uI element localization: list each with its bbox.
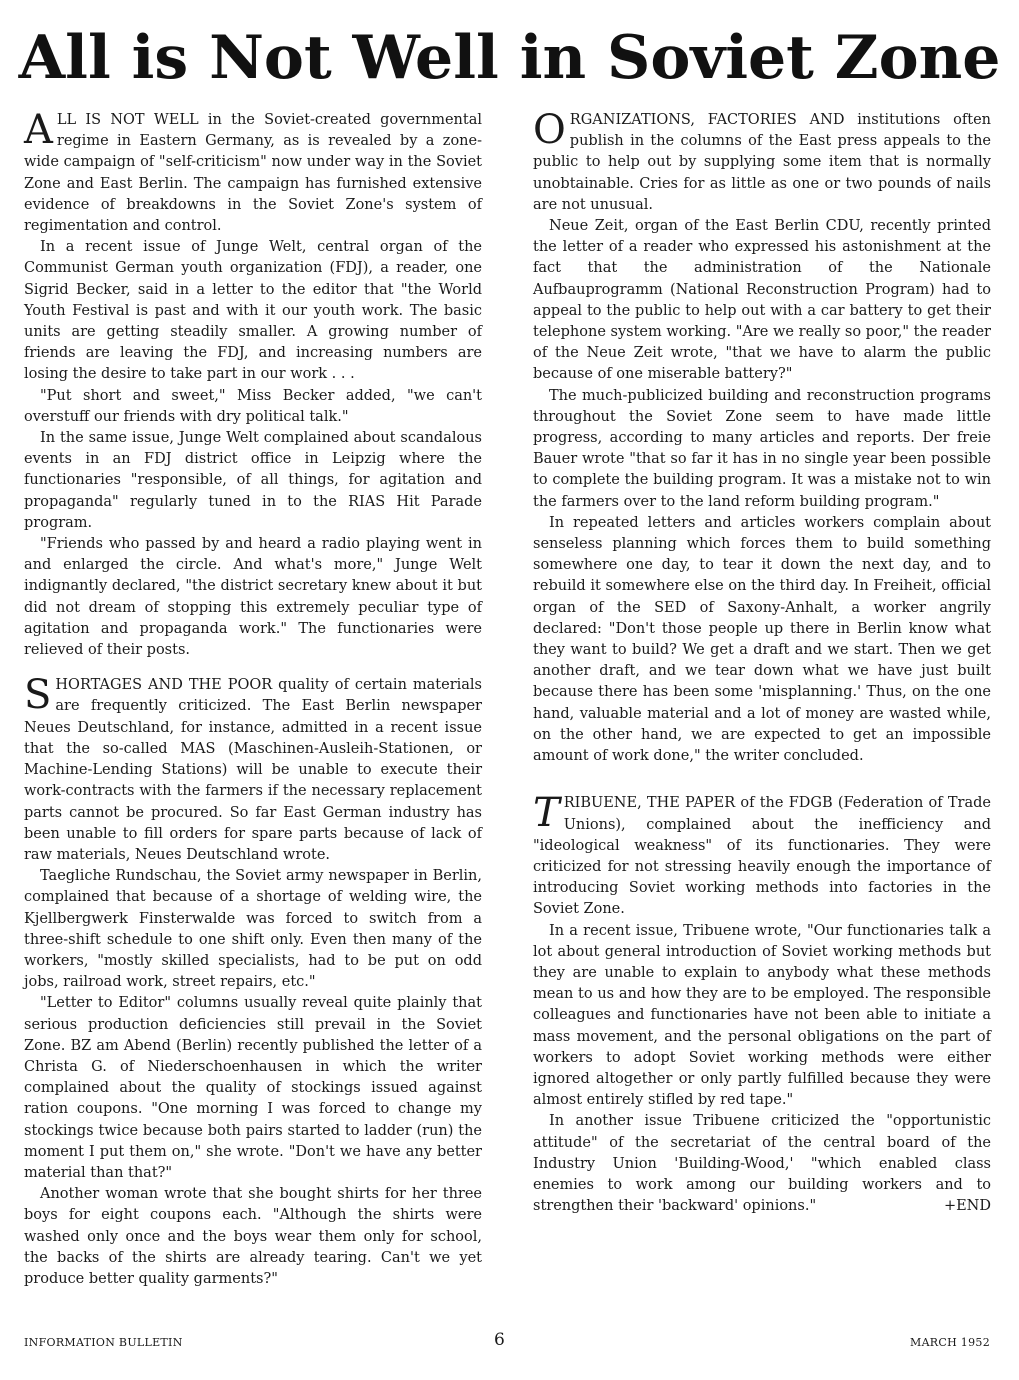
article-title: All is Not Well in Soviet Zone [18,23,1001,93]
drop-cap: S [24,672,52,719]
paragraph: In a recent issue, Tribuene wrote, "Our functionaries talk a lot about general introduction of Soviet working methods but they are unable to explain to anybody what these methods mean to us and how they are to be employed. The responsible colleagues and functionaries have not been able to initiate a mass movement, and the personal obligations on the part of workers to adopt Soviet working methods were either ignored altogether or only partly fulfilled because they were almost entirely stifled by red tape." [533,922,991,1109]
paragraph: SHORTAGES AND THE POOR quality of certain materials are frequently criticized. The East Berlin newspaper Neues Deutschland, for instance, admitted in a recent issue that the so-called MAS (Maschinen-Ausleih-Stationen, or Machine-Lending Stations) will be unable to execute their work-contracts with the farmers if the necessary replacement parts cannot be procured. So far East German industry has been unable to fill orders for spare parts because of lack of raw materials, Neues Deutschland wrote. [24,672,482,863]
paragraph: Another woman wrote that she bought shirts for her three boys for eight coupons each. "Although the shirts were washed only once and the boys wear them only for school, the backs of the shirts are already tearing. Can't we yet produce better quality garments?" [24,1186,482,1287]
paragraph: The much-publicized building and reconstruction programs throughout the Soviet Zone seem to have made little progress, according to many articles and reports. Der freie Bauer wrote "that so far it has in no single year been possible to complete the building program. It was a mistake not to win the farmers over to the land reform building program." [533,387,991,510]
paragraph: Neue Zeit, organ of the East Berlin CDU, recently printed the letter of a reader who expressed his astonishment at the fact that the administration of the Nationale Aufbauprogramm (National Reconstruction Program) had to appeal to the public to help out with a car battery to get their telephone system working. "Are we really so poor," the reader of the Neue Zeit wrote, "that we have to alarm the public because of one miserable battery?" [533,218,991,383]
drop-cap: T [533,790,560,837]
paragraph: "Friends who passed by and heard a radio playing went in and enlarged the circle. And what's more," Junge Welt indignantly declared, "the district secretary knew about it but did not dream of stopping this extremely peculiar type of agitation and propaganda work." The functionaries were relieved of their posts. [24,536,482,659]
paragraph: ORGANIZATIONS, FACTORIES AND institutions often publish in the columns of the East press appeals to the public to help out by supplying some item that is normally unobtainable. Cries for as little as one or two pounds of nails are not unusual. [533,107,991,213]
paragraph: "Letter to Editor" columns usually reveal quite plainly that serious production deficiencies still prevail in the Soviet Zone. BZ am Abend (Berlin) recently published the letter of a Christa G. of Niederschoenhausen in which the writer complained about the quality of stockings issued against ration coupons. "One morning I was forced to change my stockings twice because both pairs started to ladder (run) the moment I put them on," she wrote. "Don't we have any better material than that?" [24,995,482,1181]
paragraph: In a recent issue of Junge Welt, central organ of the Communist German youth organization (FDJ), a reader, one Sigrid Becker, said in a letter to the editor that "the World Youth Festival is past and with it our youth work. The basic units are getting steadily smaller. A growing number of friends are leaving the FDJ, and increasing numbers are losing the desire to take part in our work . . . [24,239,482,383]
paragraph: TRIBUENE, THE PAPER of the FDGB (Federation of Trade Unions), complained about the inefficiency and "ideological weakness" of its functionaries. They were criticized for not stressing heavily enough the importance of introducing Soviet working methods into factories in the Soviet Zone. [533,790,991,918]
paragraph: ALL IS NOT WELL in the Soviet-created governmental regime in Eastern Germany, as is revealed by a zone-wide campaign of "self-criticism" now under way in the Soviet Zone and East Berlin. The campaign has furnished extensive evidence of breakdowns in the Soviet Zone's system of regimentation and control. [24,107,482,235]
paragraph: Taegliche Rundschau, the Soviet army newspaper in Berlin, complained that because of a shortage of welding wire, the Kjellbergwerk Finsterwalde was forced to switch from a three-shift schedule to one shift only. Even then many of the workers, "mostly skilled specialists, had to be put on odd jobs, railroad work, street repairs, etc." [24,868,482,991]
paragraph: In repeated letters and articles workers complain about senseless planning which forces them to build something somewhere one day, to tear it down the next day, and to rebuild it somewhere else on the third day. In Freiheit, official organ of the SED of Saxony-Anhalt, a worker angrily declared: "Don't those people up there in Berlin know what they want to build? We get a draft and we start. Then we get another draft, and we tear down what we have just built because there has been some 'misplanning.' Thus, on the one hand, valuable material and a lot of money are wasted while, on the other hand, we are expected to get an impossible amount of work done," the writer concluded. [533,514,991,765]
publication-name: INFORMATION BULLETIN [24,1336,183,1349]
paragraph: "Put short and sweet," Miss Becker added, "we can't overstuff our friends with dry political talk." [24,387,482,425]
paragraph: In another issue Tribuene criticized the "opportunistic attitude" of the secretariat of the central board of the Industry Union 'Building-Wood,' "which enabled class enemies to work among our building workers and to strengthen their 'backward' opinions." +END [533,1111,991,1217]
drop-cap: A [24,107,53,153]
issue-date: MARCH 1952 [910,1336,990,1349]
paragraph: In the same issue, Junge Welt complained about scandalous events in an FDJ district office in Leipzig where the functionaries "responsible, of all things, for agitation and propaganda" regularly tuned in to the RIAS Hit Parade program. [24,430,482,531]
left-column [24,107,482,1290]
end-mark: +END [943,1198,991,1215]
right-column [533,107,991,1217]
page-number: 6 [494,1330,506,1350]
drop-cap: O [533,107,566,153]
